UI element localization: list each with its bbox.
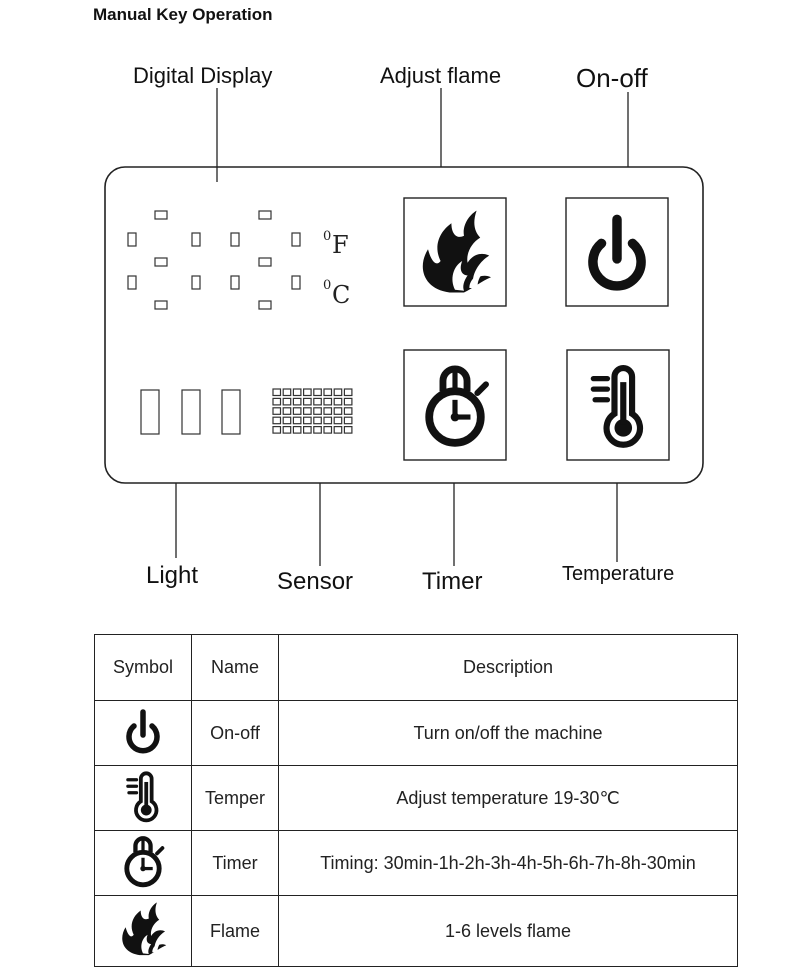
callout-temperature: Temperature xyxy=(562,563,675,585)
sensor-cell xyxy=(324,398,332,405)
page-heading: Manual Key Operation xyxy=(93,5,273,24)
symbol-cell xyxy=(95,831,192,896)
sensor-cell xyxy=(344,417,352,424)
sensor-cell xyxy=(314,427,322,434)
key-table xyxy=(94,634,738,967)
sensor-cell xyxy=(314,408,322,415)
name-cell: Temper xyxy=(192,766,279,831)
unit-c: C xyxy=(332,281,351,309)
power-button[interactable] xyxy=(566,198,668,306)
callout-on-off: On-off xyxy=(576,63,648,93)
sensor-cell xyxy=(304,389,312,396)
unit-c-superscript: 0 xyxy=(323,278,332,293)
sensor-cell xyxy=(344,427,352,434)
callout-sensor: Sensor xyxy=(277,568,354,595)
description-cell: 1-6 levels flame xyxy=(279,896,738,967)
unit-f-superscript: 0 xyxy=(323,229,332,244)
callout-timer: Timer xyxy=(422,568,483,595)
sensor-cell xyxy=(334,417,342,424)
description-cell: Timing: 30min-1h-2h-3h-4h-5h-6h-7h-8h-30min xyxy=(279,831,738,896)
digit-2 xyxy=(231,211,300,309)
timer-button[interactable] xyxy=(404,350,506,460)
sensor-cell xyxy=(314,389,322,396)
description-cell: Turn on/off the machine xyxy=(279,701,738,766)
sensor-cell xyxy=(324,417,332,424)
table-row xyxy=(95,831,738,896)
unit-labels xyxy=(323,229,350,309)
table-row xyxy=(95,701,738,766)
sensor-cell xyxy=(344,398,352,405)
sensor-cell xyxy=(314,398,322,405)
sensor-cell xyxy=(314,417,322,424)
sensor-cell xyxy=(334,408,342,415)
sensor-cell xyxy=(304,417,312,424)
sensor-grid xyxy=(273,389,352,433)
sensor-cell xyxy=(283,417,291,424)
sensor-cell xyxy=(334,389,342,396)
sensor-cell xyxy=(344,408,352,415)
digital-display xyxy=(128,211,352,434)
sensor-cell xyxy=(324,389,332,396)
sensor-cell xyxy=(273,398,281,405)
symbol-cell xyxy=(95,766,192,831)
sensor-cell xyxy=(293,427,301,434)
light-indicators xyxy=(141,390,240,434)
sensor-cell xyxy=(324,427,332,434)
sensor-cell xyxy=(283,427,291,434)
sensor-cell xyxy=(293,389,301,396)
digit-1 xyxy=(128,211,200,309)
sensor-cell xyxy=(273,389,281,396)
sensor-cell xyxy=(334,427,342,434)
table-header-row xyxy=(95,635,738,701)
name-cell: Flame xyxy=(192,896,279,967)
sensor-cell xyxy=(334,398,342,405)
temperature-button[interactable] xyxy=(567,350,669,460)
flame-icon xyxy=(114,897,172,961)
sensor-cell xyxy=(293,408,301,415)
sensor-cell xyxy=(283,408,291,415)
sensor-cell xyxy=(324,408,332,415)
power-icon xyxy=(118,704,168,758)
callout-adjust-flame: Adjust flame xyxy=(380,63,502,88)
timer-icon xyxy=(116,832,170,890)
sensor-cell xyxy=(344,389,352,396)
name-cell: Timer xyxy=(192,831,279,896)
sensor-cell xyxy=(273,408,281,415)
callout-digital-display: Digital Display xyxy=(133,63,273,88)
sensor-cell xyxy=(304,408,312,415)
sensor-cell xyxy=(304,427,312,434)
leader-lines xyxy=(176,88,628,566)
callout-light: Light xyxy=(146,562,199,589)
symbol-cell xyxy=(95,701,192,766)
description-cell: Adjust temperature 19-30℃ xyxy=(279,766,738,831)
sensor-cell xyxy=(273,417,281,424)
sensor-cell xyxy=(304,398,312,405)
flame-button[interactable] xyxy=(404,198,506,306)
name-cell: On-off xyxy=(192,701,279,766)
table-row xyxy=(95,896,738,967)
sensor-cell xyxy=(283,389,291,396)
thermometer-icon xyxy=(116,767,170,825)
header-description: Description xyxy=(279,635,738,701)
table-row xyxy=(95,766,738,831)
symbol-cell xyxy=(95,896,192,967)
sensor-cell xyxy=(283,398,291,405)
sensor-cell xyxy=(293,417,301,424)
header-symbol: Symbol xyxy=(95,635,192,701)
sensor-cell xyxy=(293,398,301,405)
header-name: Name xyxy=(192,635,279,701)
sensor-cell xyxy=(273,427,281,434)
unit-f: F xyxy=(332,231,349,259)
